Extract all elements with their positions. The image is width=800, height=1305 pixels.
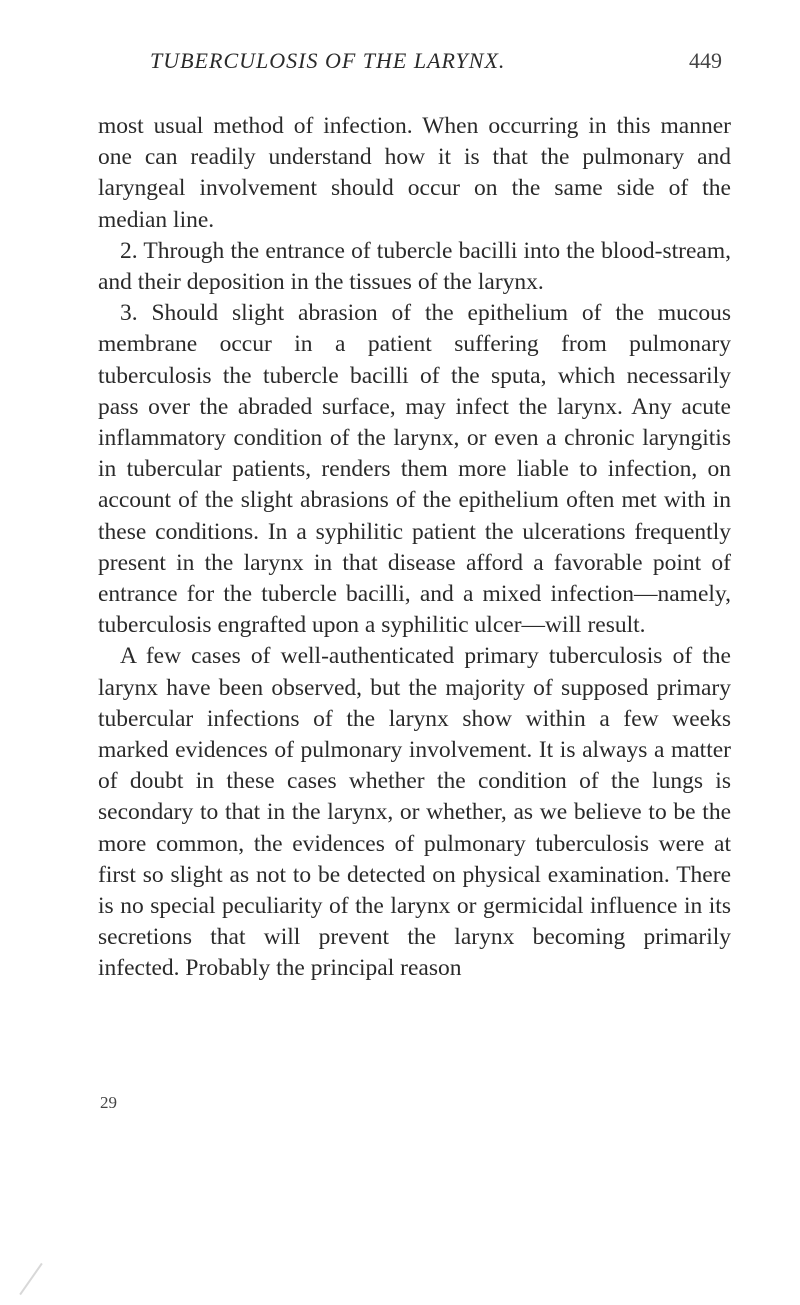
- paragraph: 2. Through the entrance of tubercle bacilli into the blood-stream, and their deposition in the tissues of the larynx.: [98, 237, 731, 296]
- paragraph: A few cases of well-authenticated primary tuberculosis of the larynx have been observed, but the majority of supposed primary tubercular infections of the larynx show within a few weeks marked evidences of pulmonary involvement. It is always a matter of doubt in these cases whether the condition of the lungs is secondary to that in the larynx, or whether, as we believe to be the more common, the evidences of pulmonary tuberculosis were at first so slight as not to be detected on physical examination. There is no special peculiarity of the larynx or germicidal influence in its secretions that will prevent the larynx becoming primarily infected. Probably the principal reason: [98, 643, 731, 982]
- margin-pencil-mark: [19, 1263, 42, 1295]
- page-number: 449: [689, 48, 722, 73]
- paragraph: most usual method of infection. When occurring in this manner one can readily understand how it is that the pulmonary and laryngeal involvement should occur on the same side of the median line.: [98, 113, 731, 233]
- paragraph: 3. Should slight abrasion of the epithelium of the mucous membrane occur in a patient suffering from pulmonary tuberculosis the tubercle bacilli of the sputa, which necessarily pass over the abraded surface, may infect the larynx. Any acute inflammatory condition of the larynx, or even a chronic laryngitis in tubercular patients, renders them more liable to infection, on account of the slight abrasions of the epithelium often met with in these conditions. In a syphilitic patient the ulcerations frequently present in the larynx in that disease afford a favorable point of entrance for the tubercle bacilli, and a mixed infection—namely, tuberculosis engrafted upon a syphilitic ulcer—will result.: [98, 300, 731, 639]
- signature-mark: 29: [100, 1093, 117, 1112]
- body-text: [98, 111, 731, 985]
- running-title: TUBERCULOSIS OF THE LARYNX.: [150, 48, 506, 73]
